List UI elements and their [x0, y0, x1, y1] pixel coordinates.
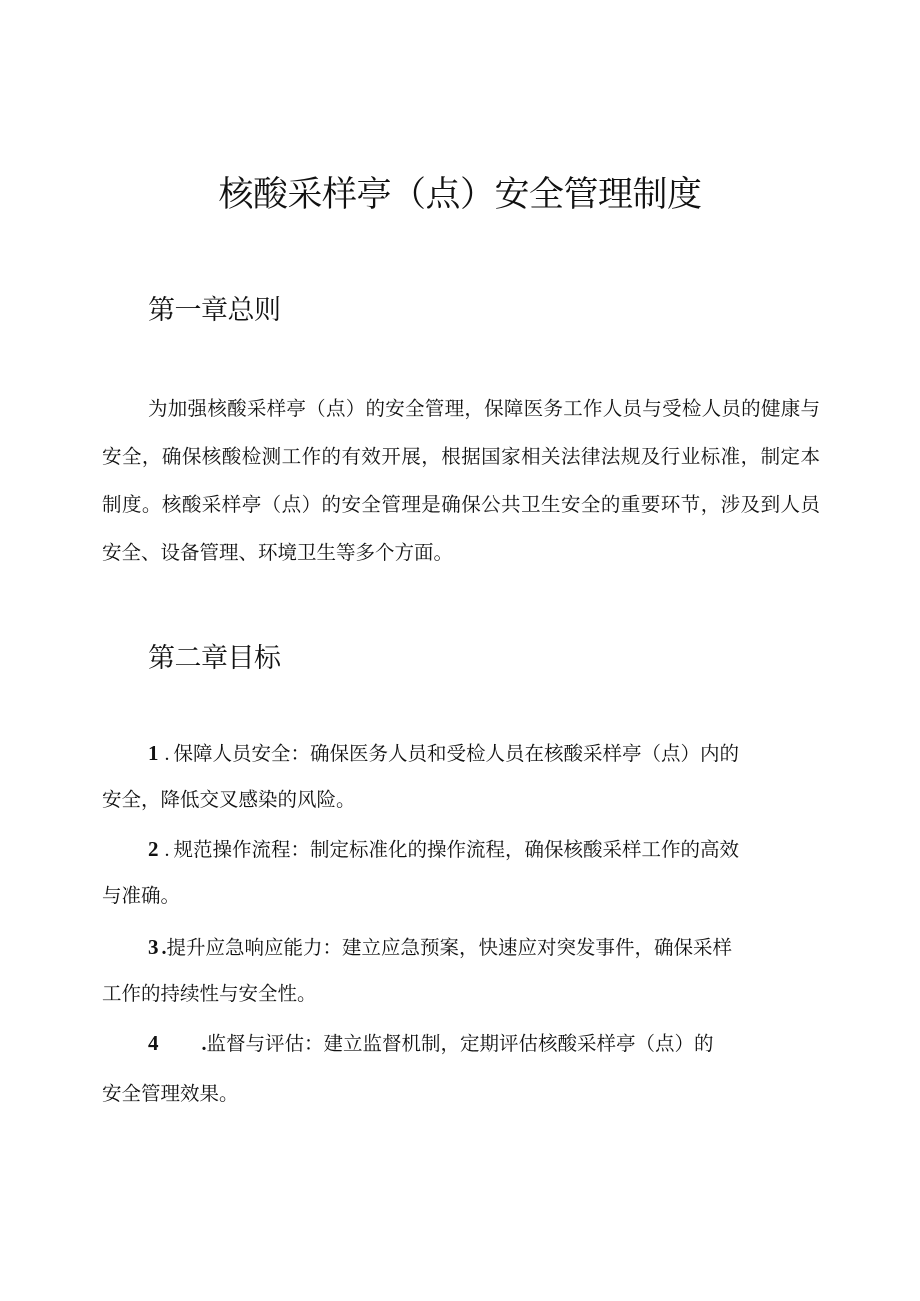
list-item-continuation: 与准确。 [102, 884, 181, 907]
list-item-3 [102, 924, 820, 1017]
list-item-dot: . [201, 1033, 207, 1055]
list-item-2 [102, 826, 820, 919]
list-item-text: 保障人员安全：确保医务人员和受检人员在核酸采样亭（点）内的 [173, 742, 740, 765]
list-item-text: 监督与评估：建立监督机制，定期评估核酸采样亭（点）的 [206, 1032, 714, 1055]
list-item-number: 3 [148, 935, 159, 959]
list-item-text: 规范操作流程：制定标准化的操作流程，确保核酸采样工作的高效 [173, 838, 740, 861]
chapter-2-heading: 第二章目标 [148, 643, 281, 674]
list-item-continuation: 工作的持续性与安全性。 [102, 982, 317, 1005]
list-item-number: 2 [148, 837, 159, 861]
list-item-continuation: 安全管理效果。 [102, 1082, 239, 1105]
list-item-dot: . [164, 839, 170, 861]
list-item-4 [102, 1020, 820, 1117]
chapter-1-heading: 第一章总则 [148, 295, 281, 326]
document-title: 核酸采样亭（点）安全管理制度 [218, 175, 702, 215]
list-item-continuation: 安全，降低交叉感染的风险。 [102, 788, 356, 811]
list-item-dot: . [161, 937, 167, 959]
list-item-dot: . [164, 743, 170, 765]
list-item-number: 1 [148, 741, 159, 765]
chapter-1-paragraph: 为加强核酸采样亭（点）的安全管理，保障医务工作人员与受检人员的健康与安全，确保核酸检测工作的有效开展，根据国家相关法律法规及行业标准，制定本制度。核酸采样亭（点）的安全管理是确保公共卫生安全的重要环节，涉及到人员安全、设备管理、环境卫生等多个方面。 [102, 397, 820, 564]
list-item-text: 提升应急响应能力：建立应急预案，快速应对突发事件，确保采样 [166, 936, 733, 959]
list-item-1 [102, 730, 820, 823]
list-item-number: 4 [148, 1031, 159, 1055]
